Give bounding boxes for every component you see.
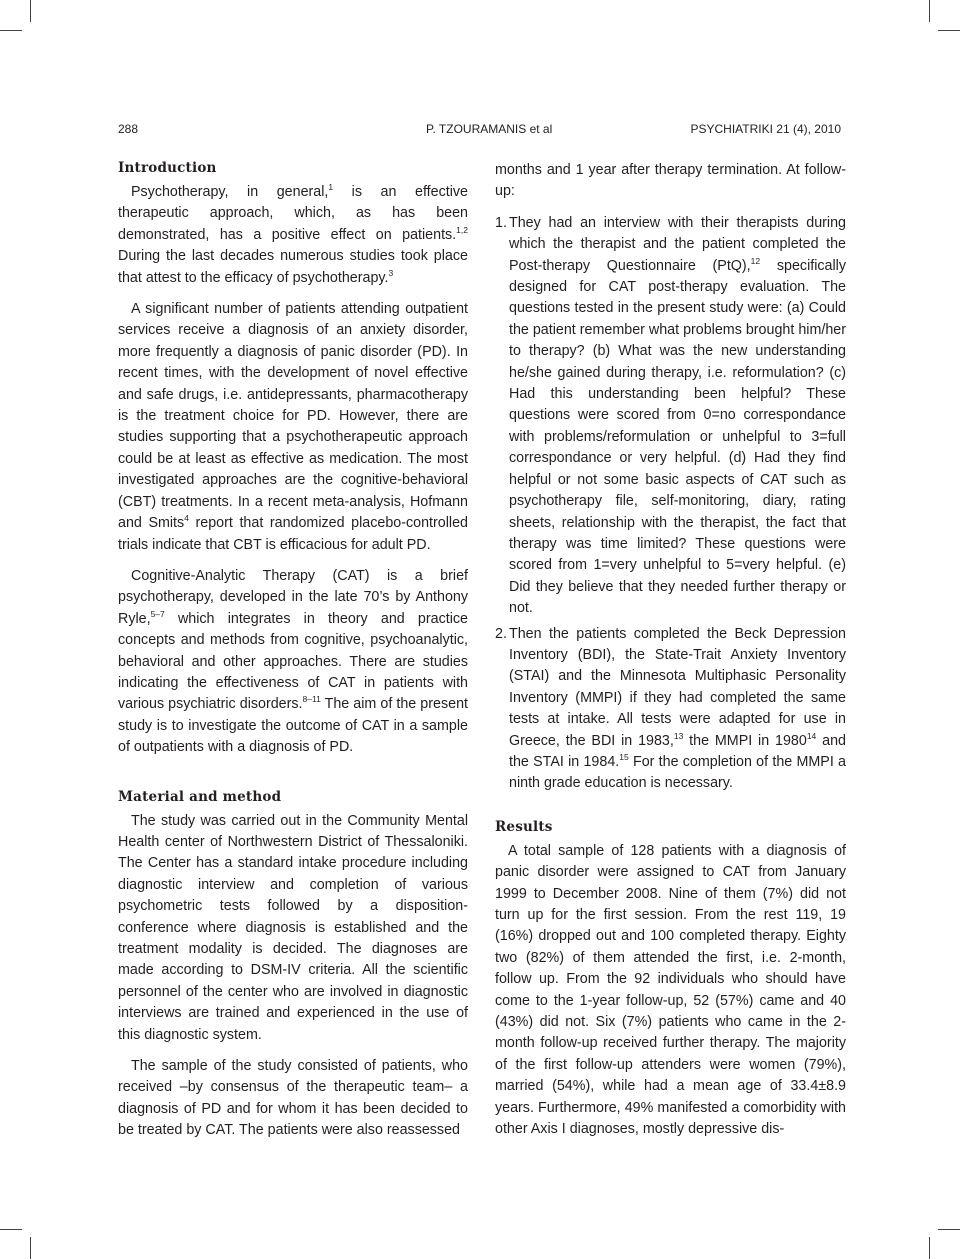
crop-mark	[938, 30, 960, 31]
right-column	[495, 160, 846, 1150]
journal-citation: PSYCHIATRIKI 21 (4), 2010	[690, 122, 841, 136]
followup-list	[495, 213, 846, 795]
methods-paragraph-2: The sample of the study consisted of patients, who received –by consensus of the therapeutic team– a diagnosis of PD and for whom it has been decided to be treated by CAT. The patients were also reassessed	[118, 1058, 468, 1139]
running-author: P. TZOURAMANIS et al	[426, 122, 553, 136]
page-header	[118, 122, 841, 140]
list-number: 2.	[495, 625, 507, 642]
intro-paragraph-1: Psychotherapy, in general,$^1$ is an effective therapeutic approach, which, as has been demonstrated, has a positive effect on patients.$^{1,2}$ During the last decades numerous studies took place that attest to the efficacy of psychotherapy.$^3$	[118, 182, 468, 286]
crop-mark	[30, 1237, 31, 1259]
section-heading-introduction: Introduction	[118, 160, 217, 176]
crop-mark	[938, 1229, 960, 1230]
intro-paragraph-2: A significant number of patients attending outpatient services receive a diagnosis of an anxiety disorder, more frequently a diagnosis of panic disorder (PD). In recent times, with the development of novel effective and safe drugs, i.e. antidepressants, pharmacotherapy is the treatment choice for PD. However, there are studies supporting that a psychotherapeutic approach could be at least as effective as medication. The most investigated approaches are the cognitive-behavioral (CBT) treatments. In a recent meta-analysis, Hofmann and Smits$^4$ report that randomized placebo-controlled trials indicate that CBT is efficacious for adult PD.	[118, 301, 468, 553]
list-item	[495, 213, 846, 620]
crop-mark	[0, 30, 22, 31]
crop-mark	[929, 0, 930, 22]
list-item	[495, 624, 846, 795]
crop-mark	[30, 0, 31, 22]
methods-paragraph-3: months and 1 year after therapy termination. At follow-up:	[495, 162, 846, 200]
page-number: 288	[118, 122, 139, 136]
list-item-text: They had an interview with their therapists during which the therapist and the patient completed the Post-therapy Questionnaire (PtQ),$^{12}$ specifically designed for CAT post-therapy evaluation. The questions tested in the present study were: (a) Could the patient remember what problems brought him/her to therapy? (b) What was the new understanding he/she gained during therapy, i.e. reformulation? (c) Had this understanding been helpful? These questions were scored from 0=no correspondance with problems/reformulation or unhelpful to 3=full correspondance or very helpful. (d) Had they find helpful or not some basic aspects of CAT such as psychotherapy file, self-monitoring, diary, rating sheets, relationship with the therapist, the fact that therapy was time limited? These questions were scored from 1=very unhelpful to 5=very helpful. (e) Did they believe that they needed further therapy or not.	[509, 214, 846, 617]
list-item-text: Then the patients completed the Beck Depression Inventory (BDI), the State-Trait Anxiety Inventory (STAI) and the Minnesota Multiphasic Personality Inventory (MMPI) if they had completed the same tests at intake. All tests were adapted for use in Greece, the BDI in 1983,13 the MMPI in 1980$^{14}$ and the STAI in 1984.15 For the completion of the MMPI a ninth grade education is necessary.	[509, 625, 846, 792]
crop-mark	[929, 1237, 930, 1259]
section-heading-results: Results	[495, 818, 553, 835]
methods-paragraph-1: The study was carried out in the Community Mental Health center of Northwestern District of Thessaloniki. The Center has a standard intake procedure including diagnostic interview and completion of various psychometric tests followed by a disposition-conference where diagnosis is established and the treatment modality is decided. The diagnoses are made according to DSM-IV criteria. All the scientific personnel of the center who are involved in diagnostic interviews are trained and experienced in the use of this diagnostic system.	[118, 812, 468, 1043]
list-number: 1.	[495, 214, 507, 231]
section-heading-methods: Material and method	[118, 788, 282, 805]
intro-paragraph-3: Cognitive-Analytic Therapy (CAT) is a brief psychotherapy, developed in the late 70’s by Anthony Ryle,$^{5-7}$ which integrates in theory and practice concepts and methods from cognitive, psychoanalytic, behavioral and other approaches. There are studies indicating the effectiveness of CAT in patients with various psychiatric disorders.$^{8-11}$ The aim of the present study is to investigate the outcome of CAT in a sample of outpatients with a diagnosis of PD.	[118, 567, 468, 756]
results-paragraph-1: A total sample of 128 patients with a diagnosis of panic disorder were assigned to CAT from January 1999 to December 2008. Nine of them (7%) did not turn up for the first session. From the rest 119, 19 (16%) dropped out and 100 completed therapy. Eighty two (82%) of them attended the first, i.e. 2-month, follow up. From the 92 individuals who should have come to the 1-year follow-up, 52 (57%) came and 40 (43%) did not. Six (7%) patients who came in the 2-month follow-up received further therapy. The majority of the first follow-up attenders were women (79%), married (54%), while had a mean age of 33.4±8.9 years. Furthermore, 49% manifested a comorbidity with other Axis I diagnoses, mostly depressive dis-	[495, 842, 846, 1138]
crop-mark	[0, 1229, 22, 1230]
left-column	[118, 160, 468, 1152]
